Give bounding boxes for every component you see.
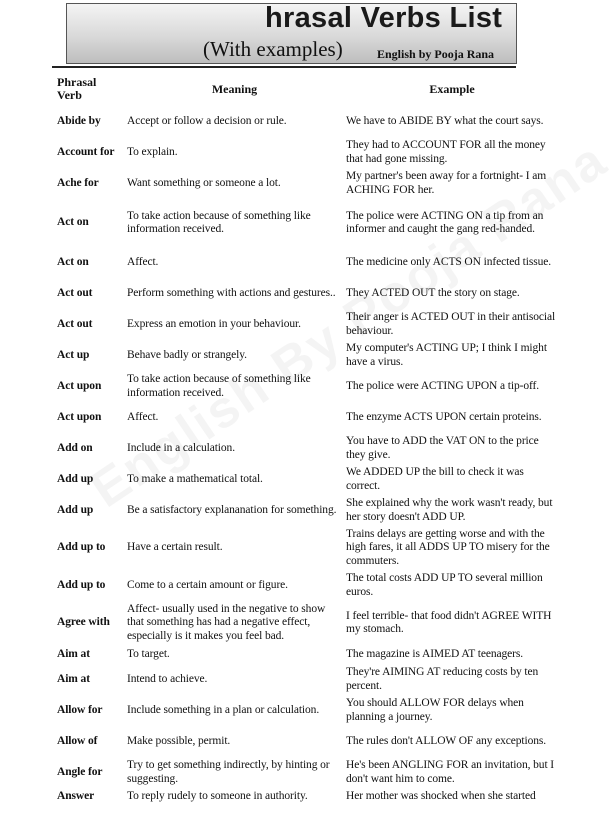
table-row [55,340,560,371]
title-banner [66,3,517,64]
example-cell: The total costs ADD UP TO several million euros. [346,572,543,598]
table-row [55,570,560,601]
table-row [55,168,560,199]
meaning-cell: Include in a calculation. [127,441,235,454]
example-cell: My partner's been away for a fortnight- I am ACHING FOR her. [346,170,547,196]
meaning-cell: Express an emotion in your behaviour. [127,317,301,330]
example-cell: Trains delays are getting worse and with the high fares, it all ADDS UP TO misery for the commuters. [346,528,550,567]
table-row [55,464,560,495]
meaning-cell: To target. [127,647,170,660]
page-title: hrasal Verbs List [265,3,503,34]
verb-cell: Act on [57,255,89,268]
verb-cell: Act upon [57,410,102,423]
example-cell: We have to ABIDE BY what the court says. [346,114,544,127]
verb-cell: Aim at [57,647,90,660]
example-cell: He's been ANGLING FOR an invitation, but I don't want him to come. [346,759,555,785]
table-row [55,726,560,757]
table-row [55,247,560,278]
verb-cell: Angle for [57,765,103,778]
column-header-example: Example [429,81,475,96]
table-header-row [55,72,560,106]
meaning-cell: Intend to achieve. [127,672,208,685]
meaning-cell: Affect. [127,410,159,423]
example-cell: I feel terrible- that food didn't AGREE WITH my stomach. [346,609,552,635]
verb-cell: Act upon [57,379,102,392]
example-cell: They ACTED OUT the story on stage. [346,286,520,299]
example-cell: The rules don't ALLOW OF any exceptions. [346,734,547,747]
verb-cell: Add on [57,441,93,454]
example-cell: My computer's ACTING UP; I think I might have a virus. [346,342,547,368]
verb-cell: Answer [57,789,95,802]
meaning-cell: Perform something with actions and gestures.. [127,286,336,299]
table-row [55,757,560,788]
table-row [55,433,560,464]
verb-cell: Abide by [57,114,101,127]
meaning-cell: Want something or someone a lot. [127,176,281,189]
table-row [55,137,560,168]
author-credit: English by Pooja Rana [377,47,495,61]
meaning-cell: To reply rudely to someone in authority. [127,789,308,802]
table-row [55,695,560,726]
meaning-cell: Affect. [127,255,159,268]
table-row [55,664,560,695]
verb-cell: Add up [57,503,94,516]
verb-cell: Act on [57,216,89,229]
verb-cell: Act up [57,348,90,361]
verb-cell: Add up [57,472,94,485]
table-row [55,601,560,645]
meaning-cell: Make possible, permit. [127,734,231,747]
meaning-cell: Come to a certain amount or figure. [127,578,288,591]
example-cell: They had to ACCOUNT FOR all the money that had gone missing. [346,139,546,165]
verb-cell: Account for [57,145,115,158]
table-row [55,645,560,664]
verb-cell: Act out [57,286,93,299]
example-cell: The police were ACTING ON a tip from an informer and caught the gang red-handed. [346,209,544,235]
meaning-cell: Try to get something indirectly, by hinting or suggesting. [127,759,330,785]
column-header-verb: Phrasal Verb [57,75,97,102]
table-row [55,278,560,309]
example-cell: The medicine only ACTS ON infected tissue. [346,255,551,268]
table-row [55,788,560,805]
example-cell: The magazine is AIMED AT teenagers. [346,647,524,660]
meaning-cell: Have a certain result. [127,541,223,554]
table-row [55,371,560,402]
meaning-cell: To take action because of something like information received. [127,209,311,235]
example-cell: We ADDED UP the bill to check it was correct. [346,466,524,492]
meaning-cell: To take action because of something like information received. [127,373,311,399]
meaning-cell: To explain. [127,145,178,158]
example-cell: Her mother was shocked when she started [346,789,536,802]
table-row [55,309,560,340]
page-subtitle: (With examples) [203,37,343,61]
verb-cell: Act out [57,317,93,330]
table-row [55,402,560,433]
meaning-cell: Accept or follow a decision or rule. [127,114,287,127]
verb-cell: Agree with [57,616,110,629]
meaning-cell: Behave badly or strangely. [127,348,247,361]
meaning-cell: Be a satisfactory explananation for something. [127,503,337,516]
verb-cell: Add up to [57,541,106,554]
header-divider [52,66,516,68]
verb-cell: Add up to [57,578,106,591]
verb-cell: Allow for [57,703,103,716]
example-cell: You have to ADD the VAT ON to the price they give. [346,435,539,461]
meaning-cell: Include something in a plan or calculation. [127,703,320,716]
verb-cell: Allow of [57,734,98,747]
example-cell: The enzyme ACTS UPON certain proteins. [346,410,542,423]
example-cell: She explained why the work wasn't ready, but her story doesn't ADD UP. [346,497,553,523]
example-cell: You should ALLOW FOR delays when planning a journey. [346,697,524,723]
table-row [55,495,560,526]
verb-cell: Aim at [57,672,90,685]
table-row [55,199,560,247]
meaning-cell: Affect- usually used in the negative to show that something has had a negative effect, especially is it makes you feel bad. [127,603,326,642]
column-header-meaning: Meaning [211,81,258,96]
example-cell: Their anger is ACTED OUT in their antisocial behaviour. [346,311,556,337]
example-cell: They're AIMING AT reducing costs by ten percent. [346,666,539,692]
phrasal-verbs-table [55,72,560,805]
table-row [55,526,560,570]
verb-cell: Ache for [57,176,99,189]
example-cell: The police were ACTING UPON a tip-off. [346,379,540,392]
meaning-cell: To make a mathematical total. [127,472,263,485]
table-row [55,106,560,137]
